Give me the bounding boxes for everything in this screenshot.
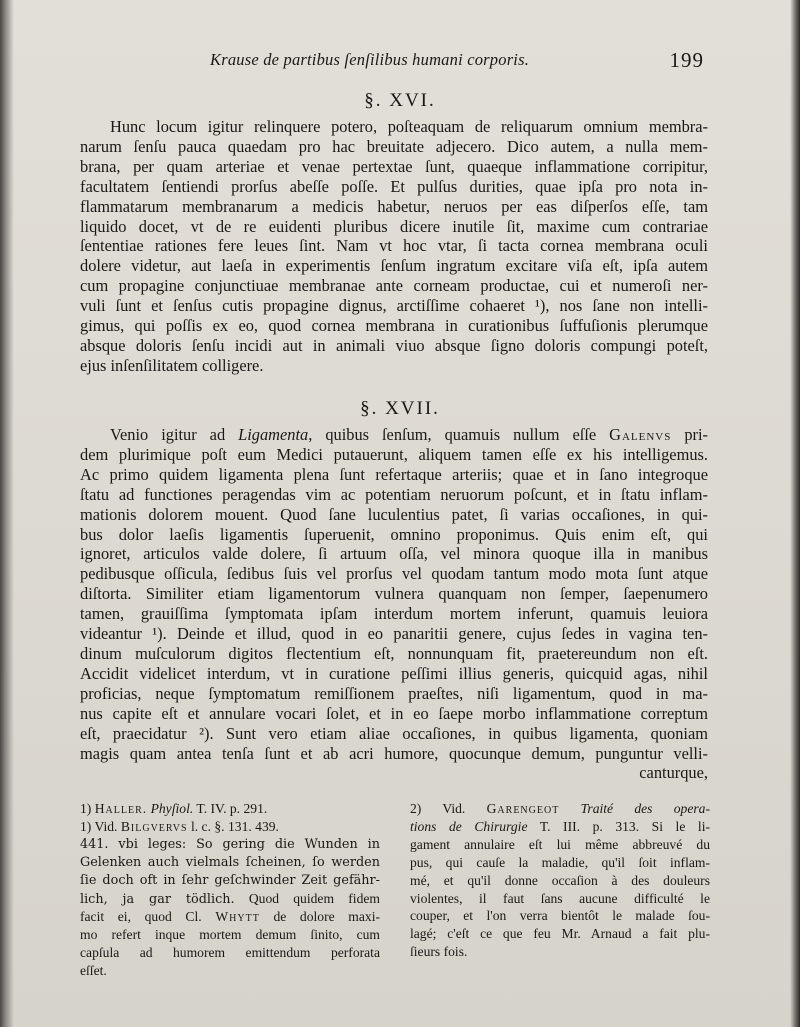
footnote-line: lagé; c'eſt ce que feu Mr. Arnaud a fait plu- [410,926,710,942]
page-number: 199 [669,48,704,72]
running-title: Krause de partibus ſenſilibus humani corporis. [210,50,530,69]
text-line: magis quam antea tenſa ſunt et ab acri humore, quocunque demum, punguntur velli- [80,743,708,763]
section-heading-xvii: §. XVII. [360,398,440,419]
footnote-line-gothic: Gelenken auch vielmals ſcheinen, ſo werden [80,854,380,870]
text-line: facultatem ſentiendi prorſus abeſſe poſſe. Et pulſus durities, quae ipſa pro nota in- [80,176,708,196]
text-line: vuli ſunt et ſenſus cutis propagine dignus, arctiſſime cohaeret ¹), nos ſane non intelli- [80,296,708,316]
text-line: eſt, praecidatur ²). Sunt vero etiam aliae occaſiones, in quibus ligamenta, quoniam [80,723,708,743]
text-run: , quibus ſenſum, quamuis nullum eſſe [308,425,610,444]
page-right-edge-shadow [790,0,800,1027]
text-line: narum ſenſu pauca quaedam pro hac breuitate adjecero. Dico autem, a nulla mem- [80,136,708,156]
footnote-line: violentes, il faut ſans aucune difficulté le [410,890,710,906]
footnotes-left-column [80,800,380,980]
footnote-line: ſieurs fois. [410,944,468,960]
text-run: Venio igitur ad [110,425,239,444]
text-line: liquido docet, vt de re euidenti pluribus dicere inutile ſit, maxime cum contrariae [80,216,708,236]
footnote-lead: 2) Vid. [410,801,466,816]
footnote-reference: T. III. p. 313. Si le li- [539,818,711,834]
footnote-line-gothic: 441. vbi leges: So gering die Wunden in [80,836,380,852]
footnote-line: gament annulaire eſt lui même abbreuvé du [410,836,710,852]
footnote-line: pus, qui cauſe la maladie, qu'il ſoit inflam- [410,854,710,870]
footnote-line: couper, et l'on verra bientôt le malade ſou- [410,908,710,924]
footnote-author: Bilgvervs [120,818,188,834]
footnote-reference: l. c. §. 131. 439. [190,818,279,834]
text-line: proficias, neque ſymptomatum remiſſionem praeſtes, niſi ligamentum, quod in ma- [80,683,708,703]
footnote-line [80,800,380,818]
text-line-catchword: canturque, [639,763,708,783]
footnote-reference: T. IV. p. 291. [196,801,268,816]
text-line: pedibusque oſſicula, ſedibus ſuis vel prorſus vel quodam tantum modo mota ſunt atque [80,564,708,584]
footnote-line [410,800,710,818]
text-line: dem plurimique poſt eum Medici putauerunt, aliquem tamen eſſe ex his intelligemus. [80,444,708,464]
text-line: dinum muſculorum digitos flectentium eſt, nonnunquam fit, praetereundum non eſt. [80,643,708,663]
section-xvii-paragraph [80,425,708,783]
footnote-line: capſula ad humorem emittendum perforata [80,945,380,961]
footnote-author: Whytt [215,909,260,925]
footnotes [80,800,711,979]
text-line: brana, per quam arteriae et venae pertextae ſunt, quaeque inflammatione corripitur, [80,156,708,176]
footnote-work: Phyſiol. [150,801,194,816]
footnote-line: mo refert inque mortem demum ſinito, cum [80,927,380,943]
footnote-line [80,908,380,926]
footnote-work: tions de Chirurgie [410,818,528,834]
footnote-text-run: de dolore maxi- [273,909,380,925]
text-line: ignoret, articulos valde dolere, ſi artuum oſſa, vel minora quoque illa in manibus [80,544,708,564]
page-header [60,48,704,76]
text-line: Ac primo quidem ligamenta plena ſunt refertaque arteriis; quae et in ſano integroque [80,464,708,484]
text-run: pri- [671,425,708,444]
footnote-line [80,818,380,836]
section-heading-xvi: §. XVI. [364,90,436,111]
text-line: ejus inſenſilitatem colligere. [80,355,264,375]
text-line: nus capite eſt et annulare vocari ſolet, et in eo ſaepe morbo inflammatione correptum [80,703,708,723]
footnote-line [410,818,710,836]
text-line: Accidit videlicet interdum, vt in curatione peſſimi illius generis, quicquid agas, nihil [80,663,708,683]
footnote-number: 1) [80,801,92,816]
page-left-edge-shadow [0,0,14,1027]
text-line: dolere videtur, aut laeſa in experimentis ſenſum ingratum excitare viſa eſt, ipſa autem [80,256,708,276]
text-line: diſtorta. Similiter etiam ligamentorum vulnera quanquam non ſemper, ſaepenumero [80,584,708,604]
text-line: ſtatu ad functiones peragendas vim ac potentiam neruorum poſcunt, et in ſtatu inflam- [80,484,708,504]
text-line: mationis dolorem mouent. Quod ſane luculentius patet, ſi varias occaſiones, in qui- [80,504,708,524]
footnote-line-gothic: ſie doch oft in ſehr geſchwinder Zeit gefähr- [80,872,380,888]
text-line: absque doloris ſenſu incidi aut in animali viuo absque ſigno doloris compungi poteſt, [80,335,708,355]
text-line: cum propagine conjunctiuae membranae ante corneam productae, cui et numeroſi ner- [80,276,708,296]
text-line: Hunc locum igitur relinquere potero, poſteaquam de reliquarum omnium membra- [110,117,708,136]
footnote-work: Traité des opera- [580,801,710,816]
text-line: flammatarum membranarum a medicis habetur, neruos per eas diſperſos eſſe, tam [80,196,708,216]
footnote-author: Garengeot [486,801,560,816]
footnotes-right-column [410,800,710,961]
footnote-text-run: Quod quidem fidem [248,890,380,906]
footnote-gothic-run: lich, ja gar tödlich. [80,891,235,907]
text-line: tamen, grauiſſima ſymptomata ipſam interdum mortem inferunt, quamuis leuiora [80,604,708,624]
text-line: gimus, qui poſſis ex eo, quod cornea membrana in curationibus ſuffuſionis plerumque [80,316,708,336]
footnote-author: Haller. [94,801,148,816]
footnote-line: eſſet. [80,963,107,979]
footnote-line [80,890,380,909]
footnote-text-run: facit ei, quod Cl. [80,909,202,925]
footnote-line: mé, et qu'il donne occaſion à des douleurs [410,872,710,888]
text-line [80,425,708,445]
text-line: ſententiae rationes fere leues ſint. Nam vt hoc vtar, ſi tacta cornea membrana oculi [80,236,708,256]
text-line: bus dolor laeſis ligamentis ſuperuenit, omnino proponimus. Quis enim eſt, qui [80,524,708,544]
text-line: videantur ¹). Deinde et illud, quod in eo panaritii genere, cujus ſedes in vagina ten- [80,624,708,644]
italic-term: Ligamenta [238,425,309,444]
section-xvi-paragraph [80,117,708,376]
footnote-lead: 1) Vid. [80,818,118,834]
author-name: Galenvs [609,425,672,444]
